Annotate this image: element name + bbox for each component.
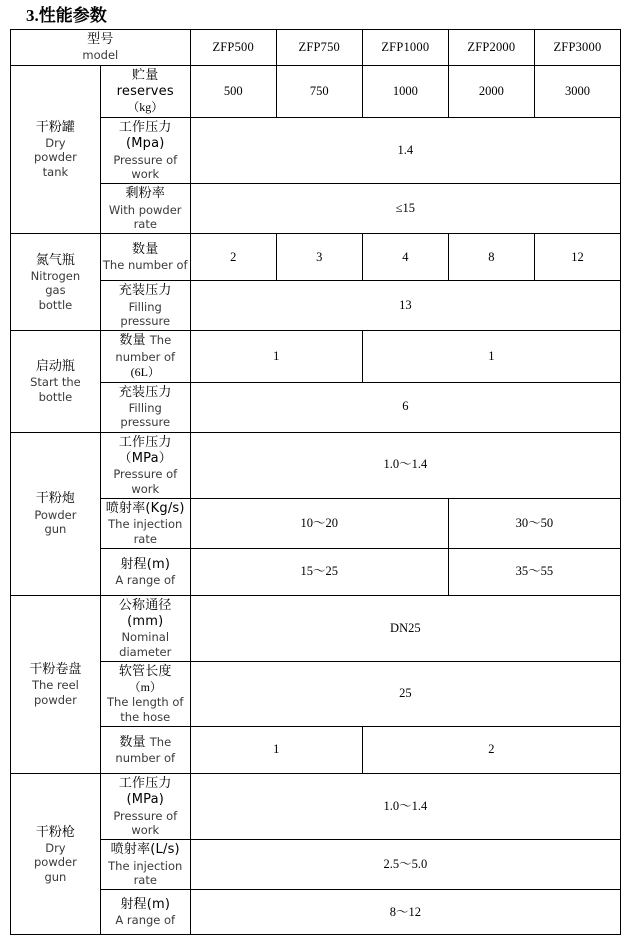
value-cell: [276, 65, 362, 118]
value-cell-merged: [190, 281, 620, 331]
value-cell-merged: [190, 432, 620, 498]
value-text: 1: [273, 742, 280, 757]
group-label-dry-powder-gun: [11, 774, 101, 935]
value-text: 15～25: [300, 564, 338, 579]
value-text: 2.5～5.0: [383, 857, 428, 872]
param-label-cn: 充装压力: [118, 384, 172, 400]
param-label-en: The length of the hose: [107, 695, 184, 724]
table-row: [11, 281, 621, 331]
param-label-en: A range of: [115, 913, 176, 928]
param-label-cn: 数量: [132, 242, 159, 258]
group-label-nitrogen-gas-bottle: [11, 234, 101, 331]
param-gun-range: [100, 890, 190, 935]
param-unit: （m）: [128, 680, 162, 695]
header-model-en: model: [82, 48, 119, 63]
value-cell-merged: [190, 727, 362, 774]
table-row: [11, 331, 621, 382]
param-label-cn: 喷射率(L/s): [110, 842, 180, 858]
param-number-of-bottles: [100, 234, 190, 281]
value-cell-merged: [190, 382, 620, 432]
group-label-en-line: Nitrogen: [30, 268, 81, 283]
param-cannon-pressure-of-work: [100, 432, 190, 498]
param-label-en: Filling pressure: [120, 299, 171, 328]
value-text: 6: [402, 399, 409, 414]
param-label-cn: 工作压力（MPa）: [118, 434, 172, 466]
table-row: [11, 774, 621, 840]
value-cell: [448, 65, 534, 118]
table-row: [11, 548, 621, 595]
value-cell: [362, 234, 448, 281]
value-cell-merged: [448, 548, 620, 595]
value-text: 1: [273, 348, 280, 363]
param-label-cn: 贮量 reserves: [116, 67, 174, 99]
param-label-cn: 公称通径(mm): [118, 597, 172, 630]
group-label-en-line: powder: [33, 692, 77, 707]
header-model-zfp2000: [448, 30, 534, 66]
header-model-zfp1000: [362, 30, 448, 66]
param-unit: （kg）: [127, 100, 164, 115]
param-label-en: The number of: [102, 258, 188, 273]
param-with-powder-rate: [100, 184, 190, 234]
value-cell-merged: [190, 595, 620, 661]
group-label-en-line: gun: [44, 521, 67, 536]
group-label-en-line: bottle: [38, 389, 73, 404]
param-cannon-injection-rate: [100, 498, 190, 548]
group-label-en-line: tank: [42, 164, 69, 179]
param-reel-number-of: [100, 727, 190, 774]
value-text: 750: [309, 83, 329, 98]
table-row: [11, 65, 621, 118]
header-model-zfp750: [276, 30, 362, 66]
param-filling-pressure: [100, 281, 190, 331]
value-cell-merged: [190, 840, 620, 890]
value-text: 1.0～1.4: [383, 457, 428, 472]
value-text: 2: [488, 742, 495, 757]
group-label-cn: 干粉罐: [35, 119, 75, 135]
value-cell-merged: [190, 184, 620, 234]
value-text: 8～12: [389, 904, 421, 919]
value-cell: [276, 234, 362, 281]
value-cell-merged: [362, 331, 620, 382]
param-label-cn: 射程(m): [120, 556, 171, 572]
group-label-cn: 启动瓶: [35, 359, 75, 374]
value-text: 10～20: [300, 515, 338, 530]
table-row: [11, 498, 621, 548]
model-label: ZFP3000: [553, 39, 602, 54]
param-nominal-diameter: [100, 595, 190, 661]
param-label-en: Pressure of work: [113, 152, 178, 181]
model-label: ZFP1000: [381, 39, 430, 54]
param-cannon-range: [100, 548, 190, 595]
value-text: 8: [488, 249, 495, 264]
group-label-en-line: powder: [33, 855, 77, 870]
param-label-cn: 软管长度: [118, 664, 172, 680]
group-label-start-the-bottle: [11, 331, 101, 432]
group-label-en-line: bottle: [38, 297, 73, 312]
value-cell-merged: [448, 498, 620, 548]
value-text: 12: [571, 249, 584, 264]
value-cell: [534, 65, 620, 118]
param-label-en: Nominal diameter: [119, 630, 172, 659]
table-header-row: [11, 30, 621, 66]
param-number-of-start-bottles: [100, 331, 190, 382]
param-label-cn: 工作压力(MPa): [118, 776, 172, 808]
value-text: 500: [223, 83, 243, 98]
group-label-cn: 干粉卷盘: [29, 662, 82, 677]
param-label-en: A range of: [115, 572, 176, 587]
param-label-en: Pressure of work: [113, 467, 178, 496]
param-hose-length: [100, 662, 190, 727]
table-row: [11, 890, 621, 935]
group-label-cn: 氮气瓶: [35, 252, 75, 268]
value-cell: [190, 234, 276, 281]
group-label-cn: 干粉炮: [35, 491, 75, 507]
table-row: [11, 727, 621, 774]
value-text: 3000: [564, 83, 590, 98]
value-cell: [534, 234, 620, 281]
param-label-en: With powder rate: [108, 202, 182, 231]
group-label-en-line: gas: [45, 283, 66, 298]
param-label-cn: 数量: [119, 333, 146, 349]
group-label-dry-powder-tank: [11, 65, 101, 234]
header-model-zfp3000: [534, 30, 620, 66]
value-cell: [190, 65, 276, 118]
value-cell: [362, 65, 448, 118]
group-label-en-line: Start the: [30, 375, 81, 390]
value-cell-merged: [362, 727, 620, 774]
value-text: 1000: [392, 83, 418, 98]
param-pressure-of-work: [100, 118, 190, 184]
group-label-en-line: Dry: [45, 136, 66, 151]
table-row: [11, 234, 621, 281]
table-row: [11, 118, 621, 184]
value-text: 35～55: [515, 564, 554, 579]
param-label-cn: 充装压力: [118, 283, 172, 299]
header-model-cn: 型号: [87, 32, 114, 47]
param-label-en: Filling pressure: [120, 400, 171, 430]
model-label: ZFP2000: [467, 39, 516, 54]
group-label-en-line: The reel: [31, 678, 79, 693]
group-label-en-line: Dry: [45, 840, 66, 855]
param-label-cn: 数量: [119, 734, 146, 750]
group-label-en-line: gun: [44, 869, 67, 884]
value-cell-merged: [190, 118, 620, 184]
table-row: [11, 595, 621, 661]
value-text: 2000: [478, 83, 504, 98]
value-text: ≤15: [395, 201, 416, 216]
value-text: DN25: [390, 620, 421, 635]
group-label-reel-powder: [11, 595, 101, 773]
group-label-powder-gun: [11, 432, 101, 595]
value-text: 2: [230, 249, 237, 264]
param-label-cn: 喷射率(Kg/s): [105, 500, 185, 516]
param-label-en: The number of: [115, 333, 176, 364]
param-label-cn: 工作压力(Mpa): [118, 120, 172, 152]
value-text: 1.4: [397, 142, 414, 157]
param-gun-injection-rate: [100, 840, 190, 890]
value-text: 13: [399, 298, 412, 313]
param-label-en: Pressure of work: [113, 808, 178, 837]
group-label-cn: 干粉枪: [35, 824, 75, 840]
performance-parameters-table: [10, 29, 621, 935]
value-text: 1: [488, 348, 495, 363]
table-row: [11, 432, 621, 498]
model-label: ZFP500: [212, 39, 254, 54]
value-text: 1.0～1.4: [383, 798, 428, 813]
value-text: 25: [399, 686, 412, 701]
param-label-en: The injection rate: [108, 517, 183, 546]
value-text: 3: [316, 249, 323, 264]
group-label-en-line: Powder: [34, 507, 77, 522]
value-cell-merged: [190, 662, 620, 727]
model-label: ZFP750: [298, 39, 340, 54]
value-cell-merged: [190, 498, 448, 548]
group-label-en-line: powder: [33, 150, 77, 165]
table-row: [11, 184, 621, 234]
page-title: 3.性能参数: [26, 6, 107, 25]
param-label-en: The injection rate: [108, 858, 183, 887]
table-row: [11, 382, 621, 432]
table-row: [11, 662, 621, 727]
param-label-cn: 剩粉率: [125, 186, 166, 202]
param-label-en: The number of: [115, 734, 176, 765]
value-text: 4: [402, 249, 409, 264]
value-text: 30～50: [515, 515, 554, 530]
header-model-cell: [11, 30, 191, 66]
value-cell-merged: [190, 774, 620, 840]
param-filling-pressure-start: [100, 382, 190, 432]
value-cell: [448, 234, 534, 281]
value-cell-merged: [190, 331, 362, 382]
value-cell-merged: [190, 548, 448, 595]
param-gun-pressure-of-work: [100, 774, 190, 840]
header-model-zfp500: [190, 30, 276, 66]
param-reserves: [100, 65, 190, 118]
table-row: [11, 840, 621, 890]
value-cell-merged: [190, 890, 620, 935]
param-unit: (6L）: [130, 364, 160, 379]
param-label-cn: 射程(m): [120, 897, 171, 913]
